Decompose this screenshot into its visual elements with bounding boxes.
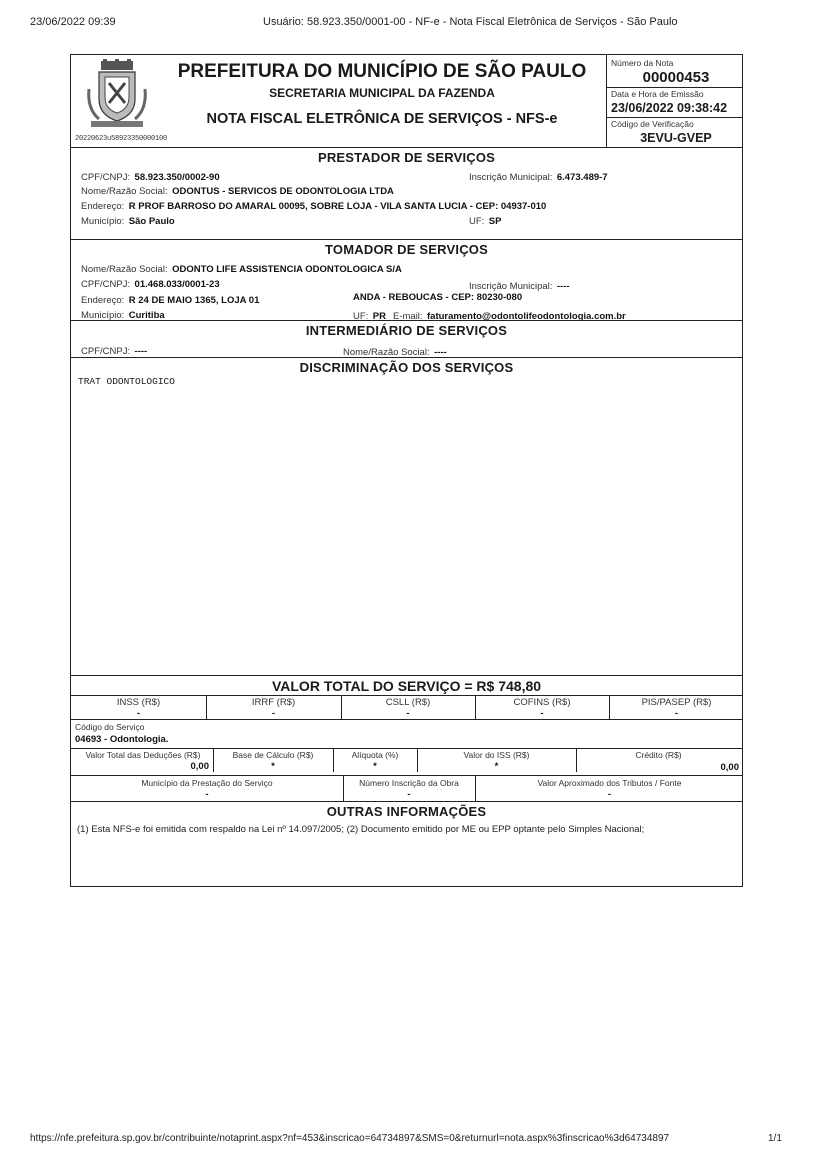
tomador-title: TOMADOR DE SERVIÇOS	[325, 242, 488, 257]
prestador-mun-label: Município:	[81, 216, 125, 227]
discriminacao-text: TRAT ODONTOLOGICO	[78, 376, 175, 387]
tomador-endereco-2: ANDA - REBOUCAS - CEP: 80230-080	[353, 292, 523, 303]
municipio-prestacao-label: Município da Prestação do Serviço	[141, 778, 273, 788]
codigo-servico-label: Código do Serviço	[75, 722, 145, 732]
inss-value: -	[136, 708, 141, 719]
prestador-uf: SP	[488, 216, 502, 227]
deducoes-label: Valor Total das Deduções (R$)	[85, 750, 201, 760]
data-label: Data e Hora de Emissão	[611, 89, 704, 99]
numero-value: 00000453	[642, 69, 710, 86]
intermediario-nome: ----	[434, 347, 447, 358]
prestador-nome: ODONTUS - SERVICOS DE ODONTOLOGIA LTDA	[172, 186, 394, 197]
tomador-nome-label: Nome/Razão Social:	[81, 264, 168, 275]
outras-text: (1) Esta NFS-e foi emitida com respaldo na Lei nº 14.097/2005; (2) Documento emitido por ME ou EPP optante pelo Simples Nacional;	[77, 824, 645, 835]
prestador-end-label: Endereço:	[81, 201, 125, 212]
prestador-im: 6.473.489-7	[556, 172, 608, 183]
codigo-value: 3EVU-GVEP	[640, 131, 712, 145]
inscricao-obra-value: -	[407, 789, 411, 800]
tomador-cpf: 01.468.033/0001-23	[134, 279, 220, 290]
tomador-im: ----	[556, 281, 570, 292]
deducoes-value: 0,00	[190, 761, 209, 772]
prestador-nome-label: Nome/Razão Social:	[81, 186, 168, 197]
coat-of-arms-icon	[85, 59, 149, 129]
prestador-municipio: São Paulo	[128, 216, 175, 227]
intermediario-nome-label: Nome/Razão Social:	[343, 347, 430, 358]
intermediario-title: INTERMEDIÁRIO DE SERVIÇOS	[305, 323, 508, 338]
aliquota-label: Alíquota (%)	[351, 750, 399, 760]
print-page: 1/1	[768, 1133, 782, 1144]
tributos-value: -	[607, 789, 612, 800]
prestador-title: PRESTADOR DE SERVIÇOS	[317, 150, 496, 165]
irrf-value: -	[271, 708, 276, 719]
valor-total: VALOR TOTAL DO SERVIÇO = R$ 748,80	[271, 678, 542, 694]
intermediario-cpf-label: CPF/CNPJ:	[81, 346, 131, 357]
barcode-number: 20220623u58923350000100	[75, 135, 168, 143]
tomador-endereco-1: R 24 DE MAIO 1365, LOJA 01	[128, 295, 260, 306]
secretaria-title: SECRETARIA MUNICIPAL DA FAZENDA	[269, 86, 495, 100]
base-calculo-value: *	[271, 761, 275, 772]
tomador-nome: ODONTO LIFE ASSISTENCIA ODONTOLOGICA S/A	[172, 264, 402, 275]
pis-label: PIS/PASEP (R$)	[641, 697, 712, 708]
inscricao-obra-label: Número Inscrição da Obra	[359, 778, 459, 788]
valor-iss-label: Valor do ISS (R$)	[463, 750, 530, 760]
prestador-endereco: R PROF BARROSO DO AMARAL 00095, SOBRE LOJA - VILA SANTA LUCIA - CEP: 04937-010	[128, 201, 547, 212]
municipio-prestacao-value: -	[205, 789, 209, 800]
numero-label: Número da Nota	[611, 58, 674, 68]
csll-label: CSLL (R$)	[385, 697, 431, 708]
tomador-uf: PR	[372, 311, 386, 322]
outras-title: OUTRAS INFORMAÇÕES	[326, 804, 487, 819]
codigo-servico-value: 04693 - Odontologia.	[75, 734, 169, 745]
aliquota-value: *	[373, 761, 377, 772]
data-value: 23/06/2022 09:38:42	[611, 101, 728, 115]
valor-iss-value: *	[494, 761, 499, 772]
tomador-uf-label: UF:	[353, 311, 369, 322]
csll-value: -	[406, 708, 410, 719]
inss-label: INSS (R$)	[116, 697, 161, 708]
prestador-cpf-label: CPF/CNPJ:	[81, 172, 131, 183]
intermediario-cpf: ----	[134, 346, 148, 357]
doc-title: NOTA FISCAL ELETRÔNICA DE SERVIÇOS - NFS-e	[206, 111, 558, 127]
base-calculo-label: Base de Cálculo (R$)	[232, 750, 314, 760]
prefeitura-title: PREFEITURA DO MUNICÍPIO DE SÃO PAULO	[177, 61, 587, 82]
tomador-municipio: Curitiba	[128, 310, 165, 321]
credito-value: 0,00	[720, 762, 739, 773]
credito-label: Crédito (R$)	[635, 750, 682, 760]
tomador-end-label: Endereço:	[81, 295, 125, 306]
discriminacao-title: DISCRIMINAÇÃO DOS SERVIÇOS	[299, 360, 514, 375]
print-datetime: 23/06/2022 09:39	[30, 16, 116, 28]
pis-value: -	[674, 708, 679, 719]
prestador-cpf: 58.923.350/0002-90	[134, 172, 220, 183]
tomador-cpf-label: CPF/CNPJ:	[81, 279, 131, 290]
irrf-label: IRRF (R$)	[251, 697, 296, 708]
tributos-label: Valor Aproximado dos Tributos / Fonte	[537, 778, 682, 788]
cofins-label: COFINS (R$)	[513, 697, 571, 708]
tomador-email: faturamento@odontolifeodontologia.com.br	[427, 311, 626, 322]
print-title: Usuário: 58.923.350/0001-00 - NF-e - Nota Fiscal Eletrônica de Serviços - São Paulo	[263, 16, 678, 28]
codigo-label: Código de Verificação	[611, 119, 694, 129]
nfse-document	[70, 54, 743, 887]
cofins-value: -	[540, 708, 544, 719]
tomador-email-label: E-mail:	[393, 311, 423, 322]
print-url: https://nfe.prefeitura.sp.gov.br/contribuinte/notaprint.aspx?nf=453&inscricao=64734897&SMS=0&returnurl=nota.aspx%3finscricao%3d64734897	[30, 1133, 670, 1144]
tomador-im-label: Inscrição Municipal:	[469, 281, 553, 292]
tomador-mun-label: Município:	[81, 310, 125, 321]
prestador-uf-label: UF:	[469, 216, 485, 227]
prestador-im-label: Inscrição Municipal:	[469, 172, 553, 183]
